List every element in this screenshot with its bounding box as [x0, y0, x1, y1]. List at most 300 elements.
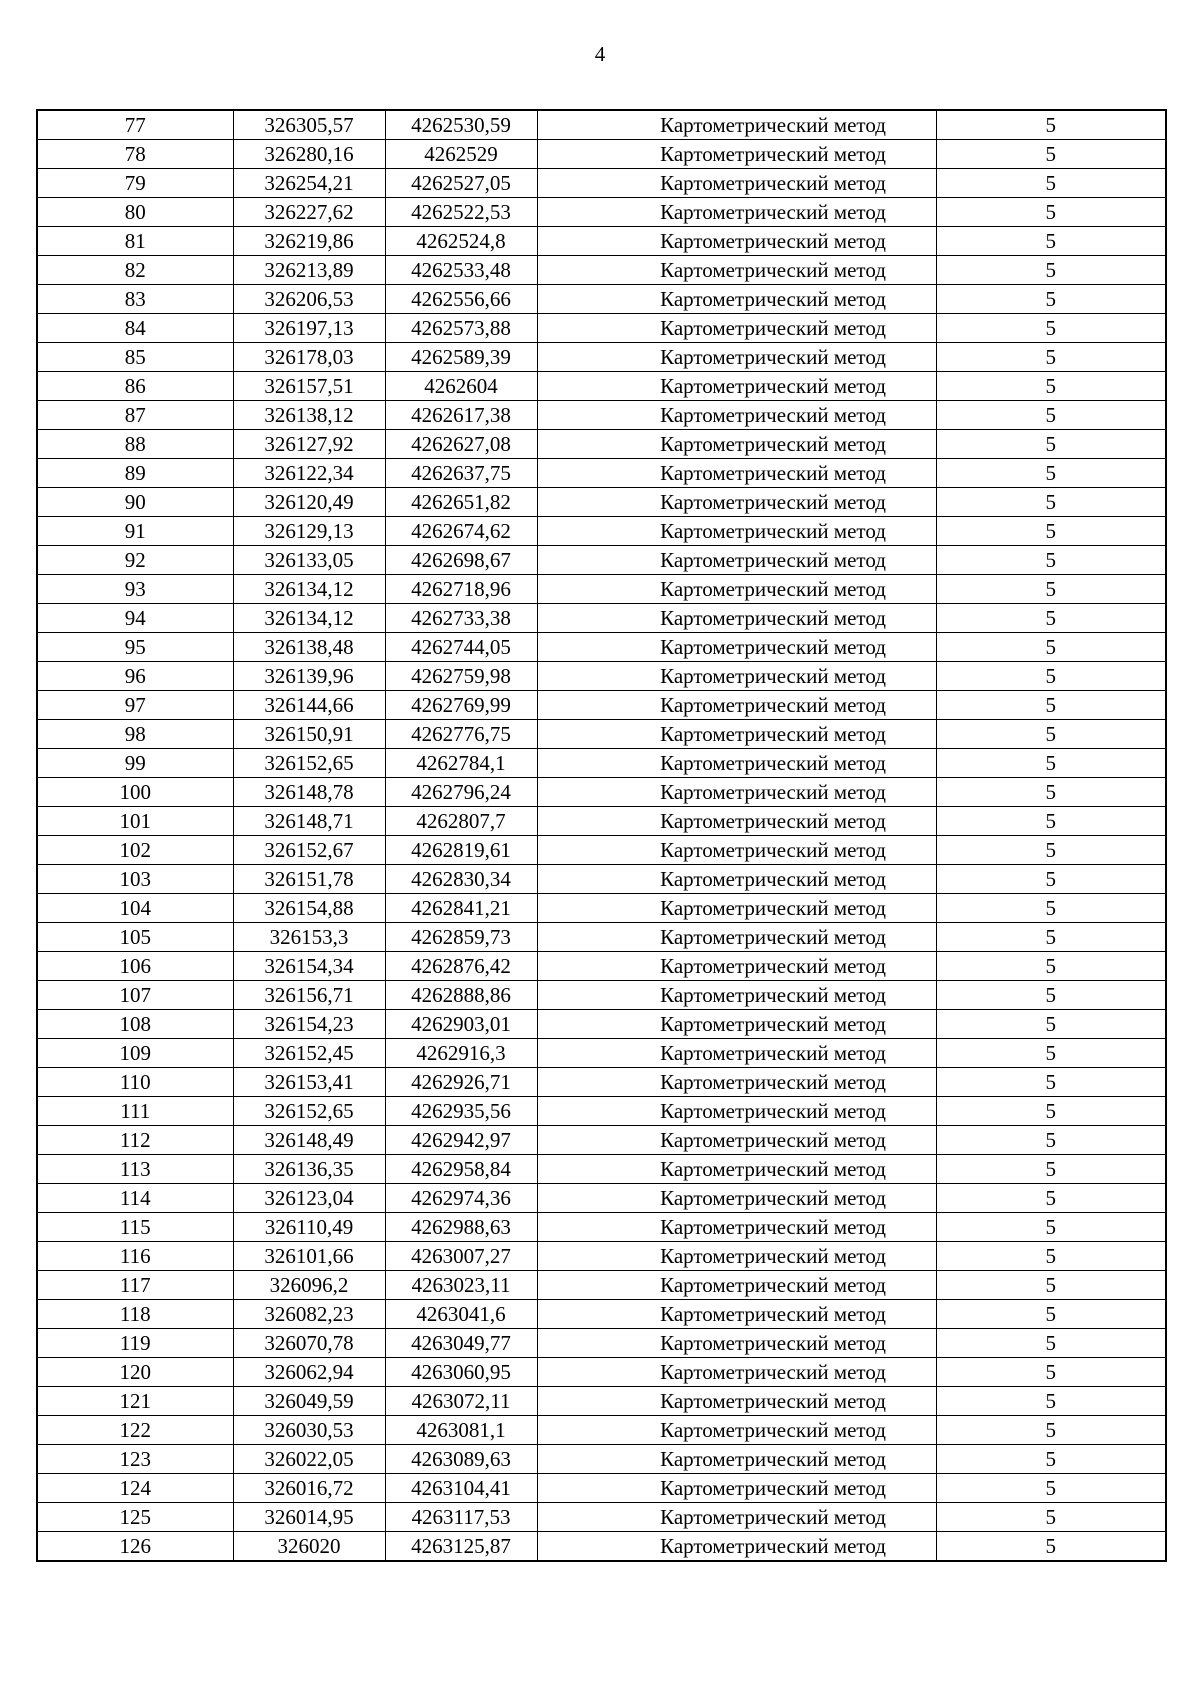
y-coordinate-cell: 4262533,48: [385, 256, 537, 285]
accuracy-cell: 5: [936, 1445, 1166, 1474]
point-number-cell: 91: [37, 517, 233, 546]
x-coordinate-cell: 326122,34: [233, 459, 385, 488]
table-row: [37, 749, 1166, 778]
point-number-cell: 85: [37, 343, 233, 372]
table-row: [37, 1184, 1166, 1213]
accuracy-cell: 5: [936, 546, 1166, 575]
accuracy-cell: 5: [936, 1387, 1166, 1416]
y-coordinate-cell: 4262819,61: [385, 836, 537, 865]
point-number-cell: 89: [37, 459, 233, 488]
point-number-cell: 95: [37, 633, 233, 662]
y-coordinate-cell: 4263125,87: [385, 1532, 537, 1562]
x-coordinate-cell: 326082,23: [233, 1300, 385, 1329]
y-coordinate-cell: 4262556,66: [385, 285, 537, 314]
method-cell: Картометрический метод: [537, 952, 936, 981]
y-coordinate-cell: 4262916,3: [385, 1039, 537, 1068]
accuracy-cell: 5: [936, 488, 1166, 517]
point-number-cell: 105: [37, 923, 233, 952]
y-coordinate-cell: 4262651,82: [385, 488, 537, 517]
table-row: [37, 1416, 1166, 1445]
method-cell: Картометрический метод: [537, 1300, 936, 1329]
table-row: [37, 430, 1166, 459]
table-row: [37, 1068, 1166, 1097]
y-coordinate-cell: 4262604: [385, 372, 537, 401]
table-row: [37, 807, 1166, 836]
y-coordinate-cell: 4262573,88: [385, 314, 537, 343]
y-coordinate-cell: 4262530,59: [385, 110, 537, 140]
accuracy-cell: 5: [936, 198, 1166, 227]
table-row: [37, 459, 1166, 488]
point-number-cell: 78: [37, 140, 233, 169]
y-coordinate-cell: 4262841,21: [385, 894, 537, 923]
accuracy-cell: 5: [936, 1039, 1166, 1068]
x-coordinate-cell: 326133,05: [233, 546, 385, 575]
method-cell: Картометрический метод: [537, 1358, 936, 1387]
y-coordinate-cell: 4262674,62: [385, 517, 537, 546]
point-number-cell: 93: [37, 575, 233, 604]
point-number-cell: 83: [37, 285, 233, 314]
x-coordinate-cell: 326154,23: [233, 1010, 385, 1039]
method-cell: Картометрический метод: [537, 430, 936, 459]
method-cell: Картометрический метод: [537, 1445, 936, 1474]
point-number-cell: 96: [37, 662, 233, 691]
method-cell: Картометрический метод: [537, 169, 936, 198]
x-coordinate-cell: 326154,88: [233, 894, 385, 923]
accuracy-cell: 5: [936, 1155, 1166, 1184]
table-row: [37, 1039, 1166, 1068]
accuracy-cell: 5: [936, 169, 1166, 198]
point-number-cell: 107: [37, 981, 233, 1010]
x-coordinate-cell: 326123,04: [233, 1184, 385, 1213]
y-coordinate-cell: 4262974,36: [385, 1184, 537, 1213]
method-cell: Картометрический метод: [537, 314, 936, 343]
point-number-cell: 97: [37, 691, 233, 720]
accuracy-cell: 5: [936, 256, 1166, 285]
x-coordinate-cell: 326110,49: [233, 1213, 385, 1242]
accuracy-cell: 5: [936, 1242, 1166, 1271]
y-coordinate-cell: 4263081,1: [385, 1416, 537, 1445]
x-coordinate-cell: 326134,12: [233, 604, 385, 633]
y-coordinate-cell: 4262627,08: [385, 430, 537, 459]
method-cell: Картометрический метод: [537, 401, 936, 430]
point-number-cell: 104: [37, 894, 233, 923]
table-row: [37, 1445, 1166, 1474]
accuracy-cell: 5: [936, 1097, 1166, 1126]
method-cell: Картометрический метод: [537, 488, 936, 517]
table-row: [37, 604, 1166, 633]
accuracy-cell: 5: [936, 1532, 1166, 1562]
point-number-cell: 103: [37, 865, 233, 894]
table-row: [37, 1126, 1166, 1155]
table-row: [37, 691, 1166, 720]
method-cell: Картометрический метод: [537, 343, 936, 372]
table-row: [37, 546, 1166, 575]
table-row: [37, 198, 1166, 227]
method-cell: Картометрический метод: [537, 1416, 936, 1445]
x-coordinate-cell: 326030,53: [233, 1416, 385, 1445]
y-coordinate-cell: 4262524,8: [385, 227, 537, 256]
method-cell: Картометрический метод: [537, 372, 936, 401]
table-row: [37, 314, 1166, 343]
accuracy-cell: 5: [936, 110, 1166, 140]
method-cell: Картометрический метод: [537, 1010, 936, 1039]
accuracy-cell: 5: [936, 778, 1166, 807]
point-number-cell: 106: [37, 952, 233, 981]
method-cell: Картометрический метод: [537, 517, 936, 546]
x-coordinate-cell: 326020: [233, 1532, 385, 1562]
x-coordinate-cell: 326148,49: [233, 1126, 385, 1155]
y-coordinate-cell: 4262935,56: [385, 1097, 537, 1126]
y-coordinate-cell: 4262776,75: [385, 720, 537, 749]
y-coordinate-cell: 4263049,77: [385, 1329, 537, 1358]
method-cell: Картометрический метод: [537, 575, 936, 604]
method-cell: Картометрический метод: [537, 633, 936, 662]
x-coordinate-cell: 326148,78: [233, 778, 385, 807]
y-coordinate-cell: 4262744,05: [385, 633, 537, 662]
x-coordinate-cell: 326138,12: [233, 401, 385, 430]
x-coordinate-cell: 326129,13: [233, 517, 385, 546]
x-coordinate-cell: 326096,2: [233, 1271, 385, 1300]
table-row: [37, 894, 1166, 923]
point-number-cell: 102: [37, 836, 233, 865]
y-coordinate-cell: 4262527,05: [385, 169, 537, 198]
method-cell: Картометрический метод: [537, 604, 936, 633]
y-coordinate-cell: 4262942,97: [385, 1126, 537, 1155]
table-row: [37, 488, 1166, 517]
point-number-cell: 92: [37, 546, 233, 575]
accuracy-cell: 5: [936, 865, 1166, 894]
x-coordinate-cell: 326016,72: [233, 1474, 385, 1503]
y-coordinate-cell: 4262589,39: [385, 343, 537, 372]
y-coordinate-cell: 4262876,42: [385, 952, 537, 981]
method-cell: Картометрический метод: [537, 836, 936, 865]
table-row: [37, 1213, 1166, 1242]
method-cell: Картометрический метод: [537, 459, 936, 488]
method-cell: Картометрический метод: [537, 894, 936, 923]
method-cell: Картометрический метод: [537, 807, 936, 836]
method-cell: Картометрический метод: [537, 720, 936, 749]
accuracy-cell: 5: [936, 1068, 1166, 1097]
x-coordinate-cell: 326014,95: [233, 1503, 385, 1532]
y-coordinate-cell: 4262733,38: [385, 604, 537, 633]
accuracy-cell: 5: [936, 1358, 1166, 1387]
y-coordinate-cell: 4263117,53: [385, 1503, 537, 1532]
y-coordinate-cell: 4263007,27: [385, 1242, 537, 1271]
point-number-cell: 94: [37, 604, 233, 633]
table-row: [37, 923, 1166, 952]
table-row: [37, 401, 1166, 430]
method-cell: Картометрический метод: [537, 1329, 936, 1358]
accuracy-cell: 5: [936, 1300, 1166, 1329]
y-coordinate-cell: 4262888,86: [385, 981, 537, 1010]
method-cell: Картометрический метод: [537, 691, 936, 720]
table-row: [37, 1271, 1166, 1300]
x-coordinate-cell: 326022,05: [233, 1445, 385, 1474]
x-coordinate-cell: 326153,41: [233, 1068, 385, 1097]
y-coordinate-cell: 4262617,38: [385, 401, 537, 430]
accuracy-cell: 5: [936, 372, 1166, 401]
accuracy-cell: 5: [936, 981, 1166, 1010]
y-coordinate-cell: 4262796,24: [385, 778, 537, 807]
point-number-cell: 99: [37, 749, 233, 778]
x-coordinate-cell: 326062,94: [233, 1358, 385, 1387]
method-cell: Картометрический метод: [537, 1532, 936, 1562]
accuracy-cell: 5: [936, 633, 1166, 662]
accuracy-cell: 5: [936, 1416, 1166, 1445]
table-row: [37, 110, 1166, 140]
x-coordinate-cell: 326144,66: [233, 691, 385, 720]
table-row: [37, 836, 1166, 865]
y-coordinate-cell: 4262784,1: [385, 749, 537, 778]
method-cell: Картометрический метод: [537, 256, 936, 285]
point-number-cell: 117: [37, 1271, 233, 1300]
x-coordinate-cell: 326280,16: [233, 140, 385, 169]
table-row: [37, 285, 1166, 314]
table-row: [37, 1097, 1166, 1126]
x-coordinate-cell: 326219,86: [233, 227, 385, 256]
point-number-cell: 110: [37, 1068, 233, 1097]
method-cell: Картометрический метод: [537, 1271, 936, 1300]
table-row: [37, 1358, 1166, 1387]
point-number-cell: 82: [37, 256, 233, 285]
table-row: [37, 778, 1166, 807]
point-number-cell: 115: [37, 1213, 233, 1242]
table-row: [37, 1387, 1166, 1416]
point-number-cell: 101: [37, 807, 233, 836]
method-cell: Картометрический метод: [537, 1474, 936, 1503]
point-number-cell: 90: [37, 488, 233, 517]
x-coordinate-cell: 326134,12: [233, 575, 385, 604]
x-coordinate-cell: 326156,71: [233, 981, 385, 1010]
y-coordinate-cell: 4263023,11: [385, 1271, 537, 1300]
point-number-cell: 120: [37, 1358, 233, 1387]
x-coordinate-cell: 326178,03: [233, 343, 385, 372]
x-coordinate-cell: 326139,96: [233, 662, 385, 691]
x-coordinate-cell: 326254,21: [233, 169, 385, 198]
x-coordinate-cell: 326227,62: [233, 198, 385, 227]
y-coordinate-cell: 4262903,01: [385, 1010, 537, 1039]
accuracy-cell: 5: [936, 517, 1166, 546]
accuracy-cell: 5: [936, 691, 1166, 720]
table-row: [37, 140, 1166, 169]
table-row: [37, 981, 1166, 1010]
accuracy-cell: 5: [936, 140, 1166, 169]
method-cell: Картометрический метод: [537, 1184, 936, 1213]
method-cell: Картометрический метод: [537, 546, 936, 575]
x-coordinate-cell: 326136,35: [233, 1155, 385, 1184]
table-row: [37, 256, 1166, 285]
point-number-cell: 86: [37, 372, 233, 401]
accuracy-cell: 5: [936, 314, 1166, 343]
y-coordinate-cell: 4262926,71: [385, 1068, 537, 1097]
y-coordinate-cell: 4263060,95: [385, 1358, 537, 1387]
point-number-cell: 100: [37, 778, 233, 807]
accuracy-cell: 5: [936, 1213, 1166, 1242]
point-number-cell: 87: [37, 401, 233, 430]
accuracy-cell: 5: [936, 1126, 1166, 1155]
table-row: [37, 1155, 1166, 1184]
x-coordinate-cell: 326197,13: [233, 314, 385, 343]
y-coordinate-cell: 4262830,34: [385, 865, 537, 894]
x-coordinate-cell: 326148,71: [233, 807, 385, 836]
method-cell: Картометрический метод: [537, 1039, 936, 1068]
accuracy-cell: 5: [936, 459, 1166, 488]
accuracy-cell: 5: [936, 1271, 1166, 1300]
y-coordinate-cell: 4262718,96: [385, 575, 537, 604]
table-row: [37, 169, 1166, 198]
y-coordinate-cell: 4262859,73: [385, 923, 537, 952]
x-coordinate-cell: 326127,92: [233, 430, 385, 459]
accuracy-cell: 5: [936, 1010, 1166, 1039]
y-coordinate-cell: 4262807,7: [385, 807, 537, 836]
y-coordinate-cell: 4262769,99: [385, 691, 537, 720]
method-cell: Картометрический метод: [537, 1155, 936, 1184]
y-coordinate-cell: 4263104,41: [385, 1474, 537, 1503]
table-row: [37, 952, 1166, 981]
method-cell: Картометрический метод: [537, 198, 936, 227]
point-number-cell: 125: [37, 1503, 233, 1532]
y-coordinate-cell: 4262759,98: [385, 662, 537, 691]
point-number-cell: 122: [37, 1416, 233, 1445]
coordinates-table: [36, 109, 1167, 1562]
method-cell: Картометрический метод: [537, 110, 936, 140]
table-row: [37, 1300, 1166, 1329]
y-coordinate-cell: 4262637,75: [385, 459, 537, 488]
y-coordinate-cell: 4262698,67: [385, 546, 537, 575]
table-row: [37, 1474, 1166, 1503]
table-row: [37, 633, 1166, 662]
accuracy-cell: 5: [936, 836, 1166, 865]
y-coordinate-cell: 4263072,11: [385, 1387, 537, 1416]
table-row: [37, 720, 1166, 749]
accuracy-cell: 5: [936, 662, 1166, 691]
x-coordinate-cell: 326154,34: [233, 952, 385, 981]
method-cell: Картометрический метод: [537, 662, 936, 691]
point-number-cell: 77: [37, 110, 233, 140]
x-coordinate-cell: 326120,49: [233, 488, 385, 517]
point-number-cell: 80: [37, 198, 233, 227]
x-coordinate-cell: 326101,66: [233, 1242, 385, 1271]
table-row: [37, 517, 1166, 546]
y-coordinate-cell: 4262529: [385, 140, 537, 169]
x-coordinate-cell: 326153,3: [233, 923, 385, 952]
y-coordinate-cell: 4262958,84: [385, 1155, 537, 1184]
table-row: [37, 1329, 1166, 1358]
page-number: 4: [594, 42, 606, 66]
x-coordinate-cell: 326152,65: [233, 749, 385, 778]
method-cell: Картометрический метод: [537, 1503, 936, 1532]
point-number-cell: 108: [37, 1010, 233, 1039]
table-row: [37, 1503, 1166, 1532]
y-coordinate-cell: 4262988,63: [385, 1213, 537, 1242]
point-number-cell: 116: [37, 1242, 233, 1271]
y-coordinate-cell: 4262522,53: [385, 198, 537, 227]
accuracy-cell: 5: [936, 1474, 1166, 1503]
table-row: [37, 1242, 1166, 1271]
point-number-cell: 112: [37, 1126, 233, 1155]
x-coordinate-cell: 326049,59: [233, 1387, 385, 1416]
point-number-cell: 118: [37, 1300, 233, 1329]
x-coordinate-cell: 326151,78: [233, 865, 385, 894]
x-coordinate-cell: 326070,78: [233, 1329, 385, 1358]
point-number-cell: 98: [37, 720, 233, 749]
x-coordinate-cell: 326152,45: [233, 1039, 385, 1068]
coordinates-table-body: [37, 110, 1166, 1561]
method-cell: Картометрический метод: [537, 865, 936, 894]
point-number-cell: 119: [37, 1329, 233, 1358]
point-number-cell: 124: [37, 1474, 233, 1503]
accuracy-cell: 5: [936, 227, 1166, 256]
method-cell: Картометрический метод: [537, 1387, 936, 1416]
table-row: [37, 227, 1166, 256]
table-row: [37, 372, 1166, 401]
table-row: [37, 575, 1166, 604]
x-coordinate-cell: 326138,48: [233, 633, 385, 662]
accuracy-cell: 5: [936, 575, 1166, 604]
method-cell: Картометрический метод: [537, 140, 936, 169]
y-coordinate-cell: 4263089,63: [385, 1445, 537, 1474]
point-number-cell: 88: [37, 430, 233, 459]
point-number-cell: 111: [37, 1097, 233, 1126]
point-number-cell: 84: [37, 314, 233, 343]
method-cell: Картометрический метод: [537, 749, 936, 778]
x-coordinate-cell: 326206,53: [233, 285, 385, 314]
x-coordinate-cell: 326305,57: [233, 110, 385, 140]
method-cell: Картометрический метод: [537, 227, 936, 256]
point-number-cell: 126: [37, 1532, 233, 1562]
accuracy-cell: 5: [936, 720, 1166, 749]
accuracy-cell: 5: [936, 1184, 1166, 1213]
method-cell: Картометрический метод: [537, 1126, 936, 1155]
x-coordinate-cell: 326213,89: [233, 256, 385, 285]
point-number-cell: 121: [37, 1387, 233, 1416]
x-coordinate-cell: 326152,65: [233, 1097, 385, 1126]
table-row: [37, 1532, 1166, 1562]
method-cell: Картометрический метод: [537, 1097, 936, 1126]
table-row: [37, 1010, 1166, 1039]
x-coordinate-cell: 326152,67: [233, 836, 385, 865]
y-coordinate-cell: 4263041,6: [385, 1300, 537, 1329]
accuracy-cell: 5: [936, 604, 1166, 633]
table-row: [37, 343, 1166, 372]
accuracy-cell: 5: [936, 343, 1166, 372]
method-cell: Картометрический метод: [537, 1213, 936, 1242]
accuracy-cell: 5: [936, 807, 1166, 836]
method-cell: Картометрический метод: [537, 981, 936, 1010]
x-coordinate-cell: 326157,51: [233, 372, 385, 401]
point-number-cell: 113: [37, 1155, 233, 1184]
method-cell: Картометрический метод: [537, 285, 936, 314]
accuracy-cell: 5: [936, 1329, 1166, 1358]
accuracy-cell: 5: [936, 401, 1166, 430]
accuracy-cell: 5: [936, 285, 1166, 314]
x-coordinate-cell: 326150,91: [233, 720, 385, 749]
accuracy-cell: 5: [936, 952, 1166, 981]
point-number-cell: 123: [37, 1445, 233, 1474]
accuracy-cell: 5: [936, 894, 1166, 923]
accuracy-cell: 5: [936, 749, 1166, 778]
table-row: [37, 865, 1166, 894]
point-number-cell: 114: [37, 1184, 233, 1213]
accuracy-cell: 5: [936, 923, 1166, 952]
method-cell: Картометрический метод: [537, 1242, 936, 1271]
method-cell: Картометрический метод: [537, 1068, 936, 1097]
accuracy-cell: 5: [936, 430, 1166, 459]
point-number-cell: 109: [37, 1039, 233, 1068]
table-row: [37, 662, 1166, 691]
accuracy-cell: 5: [936, 1503, 1166, 1532]
point-number-cell: 81: [37, 227, 233, 256]
